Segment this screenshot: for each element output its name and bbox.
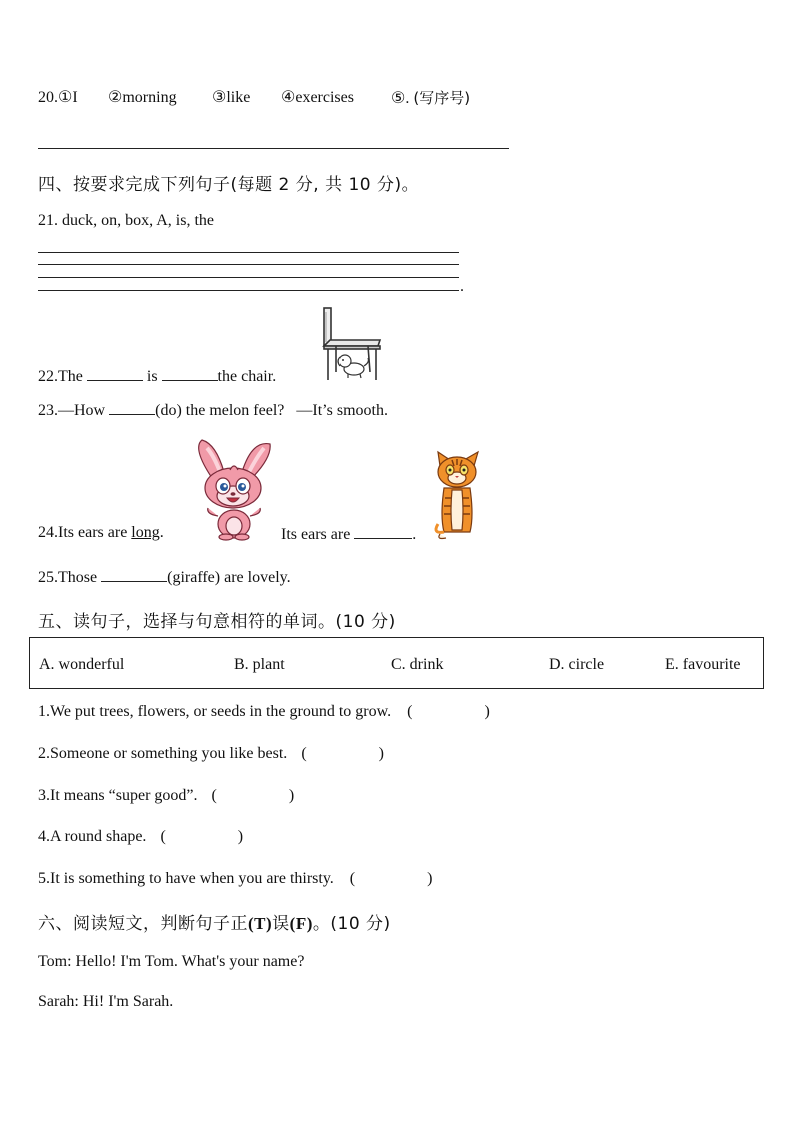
q24-left — [38, 524, 164, 542]
section5-title: 五、读句子，选择与句意相符的单词。(10 分) — [38, 612, 396, 632]
q21-line-3[interactable] — [38, 277, 459, 278]
s5-q2-paren-close: ) — [378, 745, 384, 762]
q22-row — [38, 366, 276, 386]
option-a: A. wonderful — [39, 656, 125, 673]
q21-line-1[interactable] — [38, 252, 459, 253]
cat-icon — [432, 452, 482, 540]
option-d: D. circle — [549, 656, 605, 673]
q23-row — [38, 400, 388, 420]
s5-question-2 — [38, 745, 384, 763]
q20-word-4: ④exercises — [281, 89, 354, 106]
q20-word-3: ③like — [212, 89, 251, 106]
section6-title-f: (F) — [289, 914, 313, 933]
s5-q5-text: 5.It is something to have when you are thirsty. — [38, 870, 334, 887]
q24-part-3: Its ears are — [281, 526, 351, 543]
options-box — [29, 637, 764, 689]
q24-right — [281, 524, 416, 544]
q23-blank[interactable] — [109, 400, 155, 415]
q24-blank[interactable] — [354, 524, 412, 539]
s5-q4-text: 4.A round shape. — [38, 828, 147, 845]
s5-q3-text: 3.It means “super good”. — [38, 787, 198, 804]
q24-underlined-word: long — [131, 524, 160, 541]
s5-q1-text: 1.We put trees, flowers, or seeds in the ground to grow. — [38, 703, 392, 720]
q21-text: 21. duck, on, box, A, is, the — [38, 212, 214, 229]
q20-instruction: (写序号) — [413, 89, 471, 107]
q20-answer-line[interactable] — [38, 148, 509, 149]
q20-word-2: ②morning — [108, 89, 177, 106]
option-e: E. favourite — [665, 656, 741, 673]
section6-title-a: 六、阅读短文，判断句子正 — [38, 914, 248, 934]
q22-part-2: is — [146, 368, 158, 385]
s5-q5-paren-close: ) — [427, 870, 433, 887]
section4-title: 四、按要求完成下列句子(每题 2 分, 共 10 分)。 — [38, 175, 420, 195]
rabbit-icon — [190, 436, 276, 540]
q22-part-3: the chair. — [217, 368, 277, 385]
q25-row — [38, 567, 291, 587]
q23-part-3: —It’s smooth. — [296, 402, 388, 419]
s5-q4-paren-open: ( — [160, 828, 166, 845]
section6-title-b: 误 — [272, 914, 290, 934]
dialogue-line-1: Tom: Hello! I'm Tom. What's your name? — [38, 953, 305, 970]
q22-part-1: 22.The — [38, 368, 83, 385]
q20-word-1: ①I — [58, 89, 78, 106]
s5-q4-paren-close: ) — [237, 828, 244, 845]
q25-part-2: (giraffe) are lovely. — [167, 569, 291, 586]
s5-q3-paren-close: ) — [288, 787, 295, 804]
q21-line-2[interactable] — [38, 264, 459, 265]
q20-row — [38, 87, 78, 107]
s5-q1-paren-open: ( — [407, 703, 413, 720]
section6-title-t: (T) — [248, 914, 273, 933]
q20-period-word: ⑤. — [391, 90, 410, 107]
q24-part-2: . — [159, 524, 164, 541]
q21-line-4[interactable] — [38, 290, 459, 291]
s5-q5-paren-open: ( — [349, 870, 356, 887]
s5-question-1 — [38, 703, 490, 721]
s5-q2-paren-open: ( — [301, 745, 307, 762]
q24-part-4: . — [412, 526, 417, 543]
s5-question-4 — [38, 828, 243, 846]
section6-title-c: 。(10 分) — [312, 914, 391, 934]
q21-period: . — [460, 278, 464, 295]
chair-dog-icon — [318, 306, 386, 382]
q25-part-1: 25.Those — [38, 569, 98, 586]
q22-blank-1[interactable] — [87, 366, 143, 381]
s5-q3-paren-open: ( — [211, 787, 217, 804]
s5-question-3 — [38, 787, 294, 805]
q20-word-5 — [391, 87, 470, 108]
q24-part-1: 24.Its ears are — [38, 524, 128, 541]
q23-part-2: (do) the melon feel? — [155, 402, 285, 419]
s5-q2-text: 2.Someone or something you like best. — [38, 745, 288, 762]
q20-number: 20. — [38, 89, 58, 106]
q23-part-1: 23.—How — [38, 402, 106, 419]
section6-title — [38, 909, 391, 934]
option-b: B. plant — [234, 656, 285, 673]
dialogue-line-2: Sarah: Hi! I'm Sarah. — [38, 993, 174, 1010]
q22-blank-2[interactable] — [162, 366, 218, 381]
s5-q1-paren-close: ) — [484, 703, 490, 720]
q25-blank[interactable] — [101, 567, 167, 582]
s5-question-5 — [38, 870, 432, 888]
option-c: C. drink — [391, 656, 444, 673]
